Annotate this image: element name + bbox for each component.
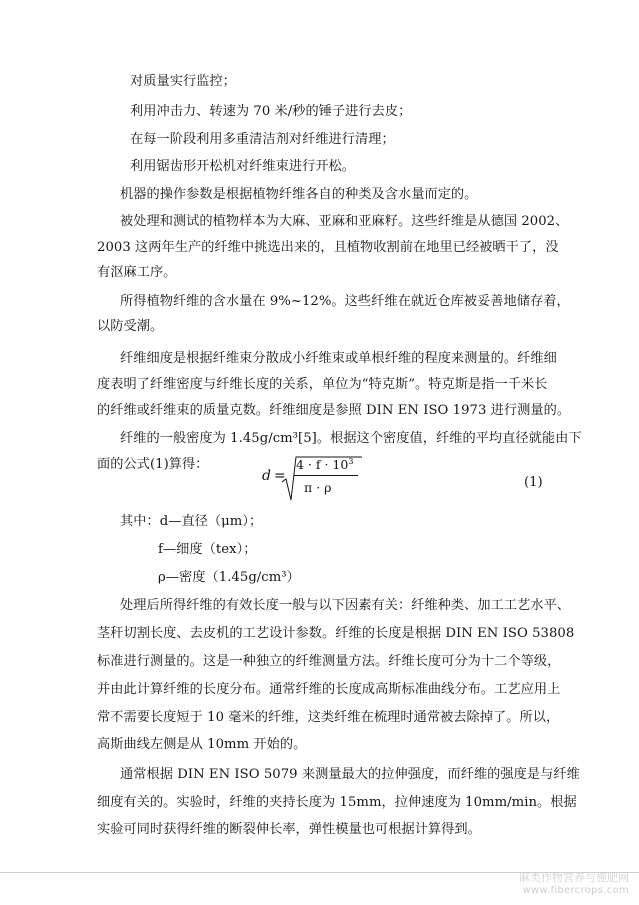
text-line: 所得植物纤维的含水量在 9%~12%。这些纤维在就近仓库被妥善地储存着， bbox=[120, 294, 570, 309]
text-line: 茎秆切割长度、去皮机的工艺设计参数。纤维的长度是根据 DIN EN ISO 53808 bbox=[97, 626, 575, 641]
text-line: 标准进行测量的。这是一种独立的纤维测量方法。纤维长度可分为十二个等级， bbox=[97, 654, 561, 669]
text-line: 处理后所得纤维的有效长度一般与以下因素有关：纤维种类、加工工艺水平、 bbox=[120, 598, 571, 613]
watermark-url: www.fibercrops.com bbox=[522, 885, 629, 896]
text-line: 利用锯齿形开松机对纤维束进行开松。 bbox=[130, 159, 356, 174]
text-line: 被处理和测试的植物样本为大麻、亚麻和亚麻籽。这些纤维是从德国 2002、 bbox=[120, 214, 569, 229]
watermark bbox=[519, 871, 629, 897]
text-line: 面的公式(1)算得： bbox=[97, 457, 209, 472]
text-line: 细度有关的。实验时，纤维的夹持长度为 15mm，拉伸速度为 10mm/min。根据 bbox=[97, 795, 577, 810]
text-line: 通常根据 DIN EN ISO 5079 来测量最大的拉伸强度，而纤维的强度是与纤维 bbox=[120, 767, 580, 782]
formula-numerator: $4 \cdot f \cdot 10^3$ bbox=[296, 457, 354, 473]
formula-denominator: π · ρ bbox=[304, 480, 332, 495]
text-line: 2003 这两年生产的纤维中挑选出来的，且植物收割前在地里已经被晒干了，没 bbox=[97, 240, 559, 255]
text-line: 对质量实行监控； bbox=[130, 74, 236, 89]
watermark-text: 麻类作物营养与施肥网 bbox=[519, 871, 629, 884]
text-line: 纤维细度是根据纤维束分散成小纤维束或单根纤维的程度来测量的。纤维细 bbox=[120, 351, 557, 366]
diameter-formula bbox=[262, 456, 382, 502]
text-line: 以防受潮。 bbox=[97, 319, 164, 334]
text-line: 度表明了纤维密度与纤维长度的关系，单位为“特克斯”。特克斯是指一千米长 bbox=[97, 377, 548, 392]
text-line: 纤维的一般密度为 1.45g/cm³[5]。根据这个密度值，纤维的平均直径就能由下 bbox=[120, 431, 582, 446]
text-line: 常不需要长度短于 10 毫米的纤维，这类纤维在梳理时通常被去除掉了。所以， bbox=[97, 710, 560, 725]
text-line: ρ—密度（1.45g/cm³） bbox=[158, 570, 300, 585]
text-line: 利用冲击力、转速为 70 米/秒的锤子进行去皮； bbox=[130, 104, 412, 119]
text-line: 实验可同时获得纤维的断裂伸长率，弹性模量也可根据计算得到。 bbox=[97, 822, 481, 837]
formula-number: (1) bbox=[524, 475, 543, 490]
formula-lhs: d bbox=[262, 468, 271, 484]
text-line: 其中：d—直径（μm）； bbox=[120, 514, 263, 529]
text-line: 的纤维或纤维束的质量克数。纤维细度是参照 DIN EN ISO 1973 进行测量的。 bbox=[97, 403, 571, 418]
text-line: 并由此计算纤维的长度分布。通常纤维的长度成高斯标准曲线分布。工艺应用上 bbox=[97, 682, 561, 697]
fraction-bar bbox=[294, 475, 358, 476]
text-line: f—细度（tex）； bbox=[158, 542, 257, 557]
text-line: 在每一阶段利用多重清洁剂对纤维进行清理； bbox=[130, 132, 395, 147]
text-line: 有沤麻工序。 bbox=[97, 265, 177, 280]
text-line: 机器的操作参数是根据植物纤维各自的种类及含水量而定的。 bbox=[120, 187, 478, 202]
text-line: 高斯曲线左侧是从 10mm 开始的。 bbox=[97, 737, 307, 752]
formula-equals: = bbox=[274, 468, 286, 484]
